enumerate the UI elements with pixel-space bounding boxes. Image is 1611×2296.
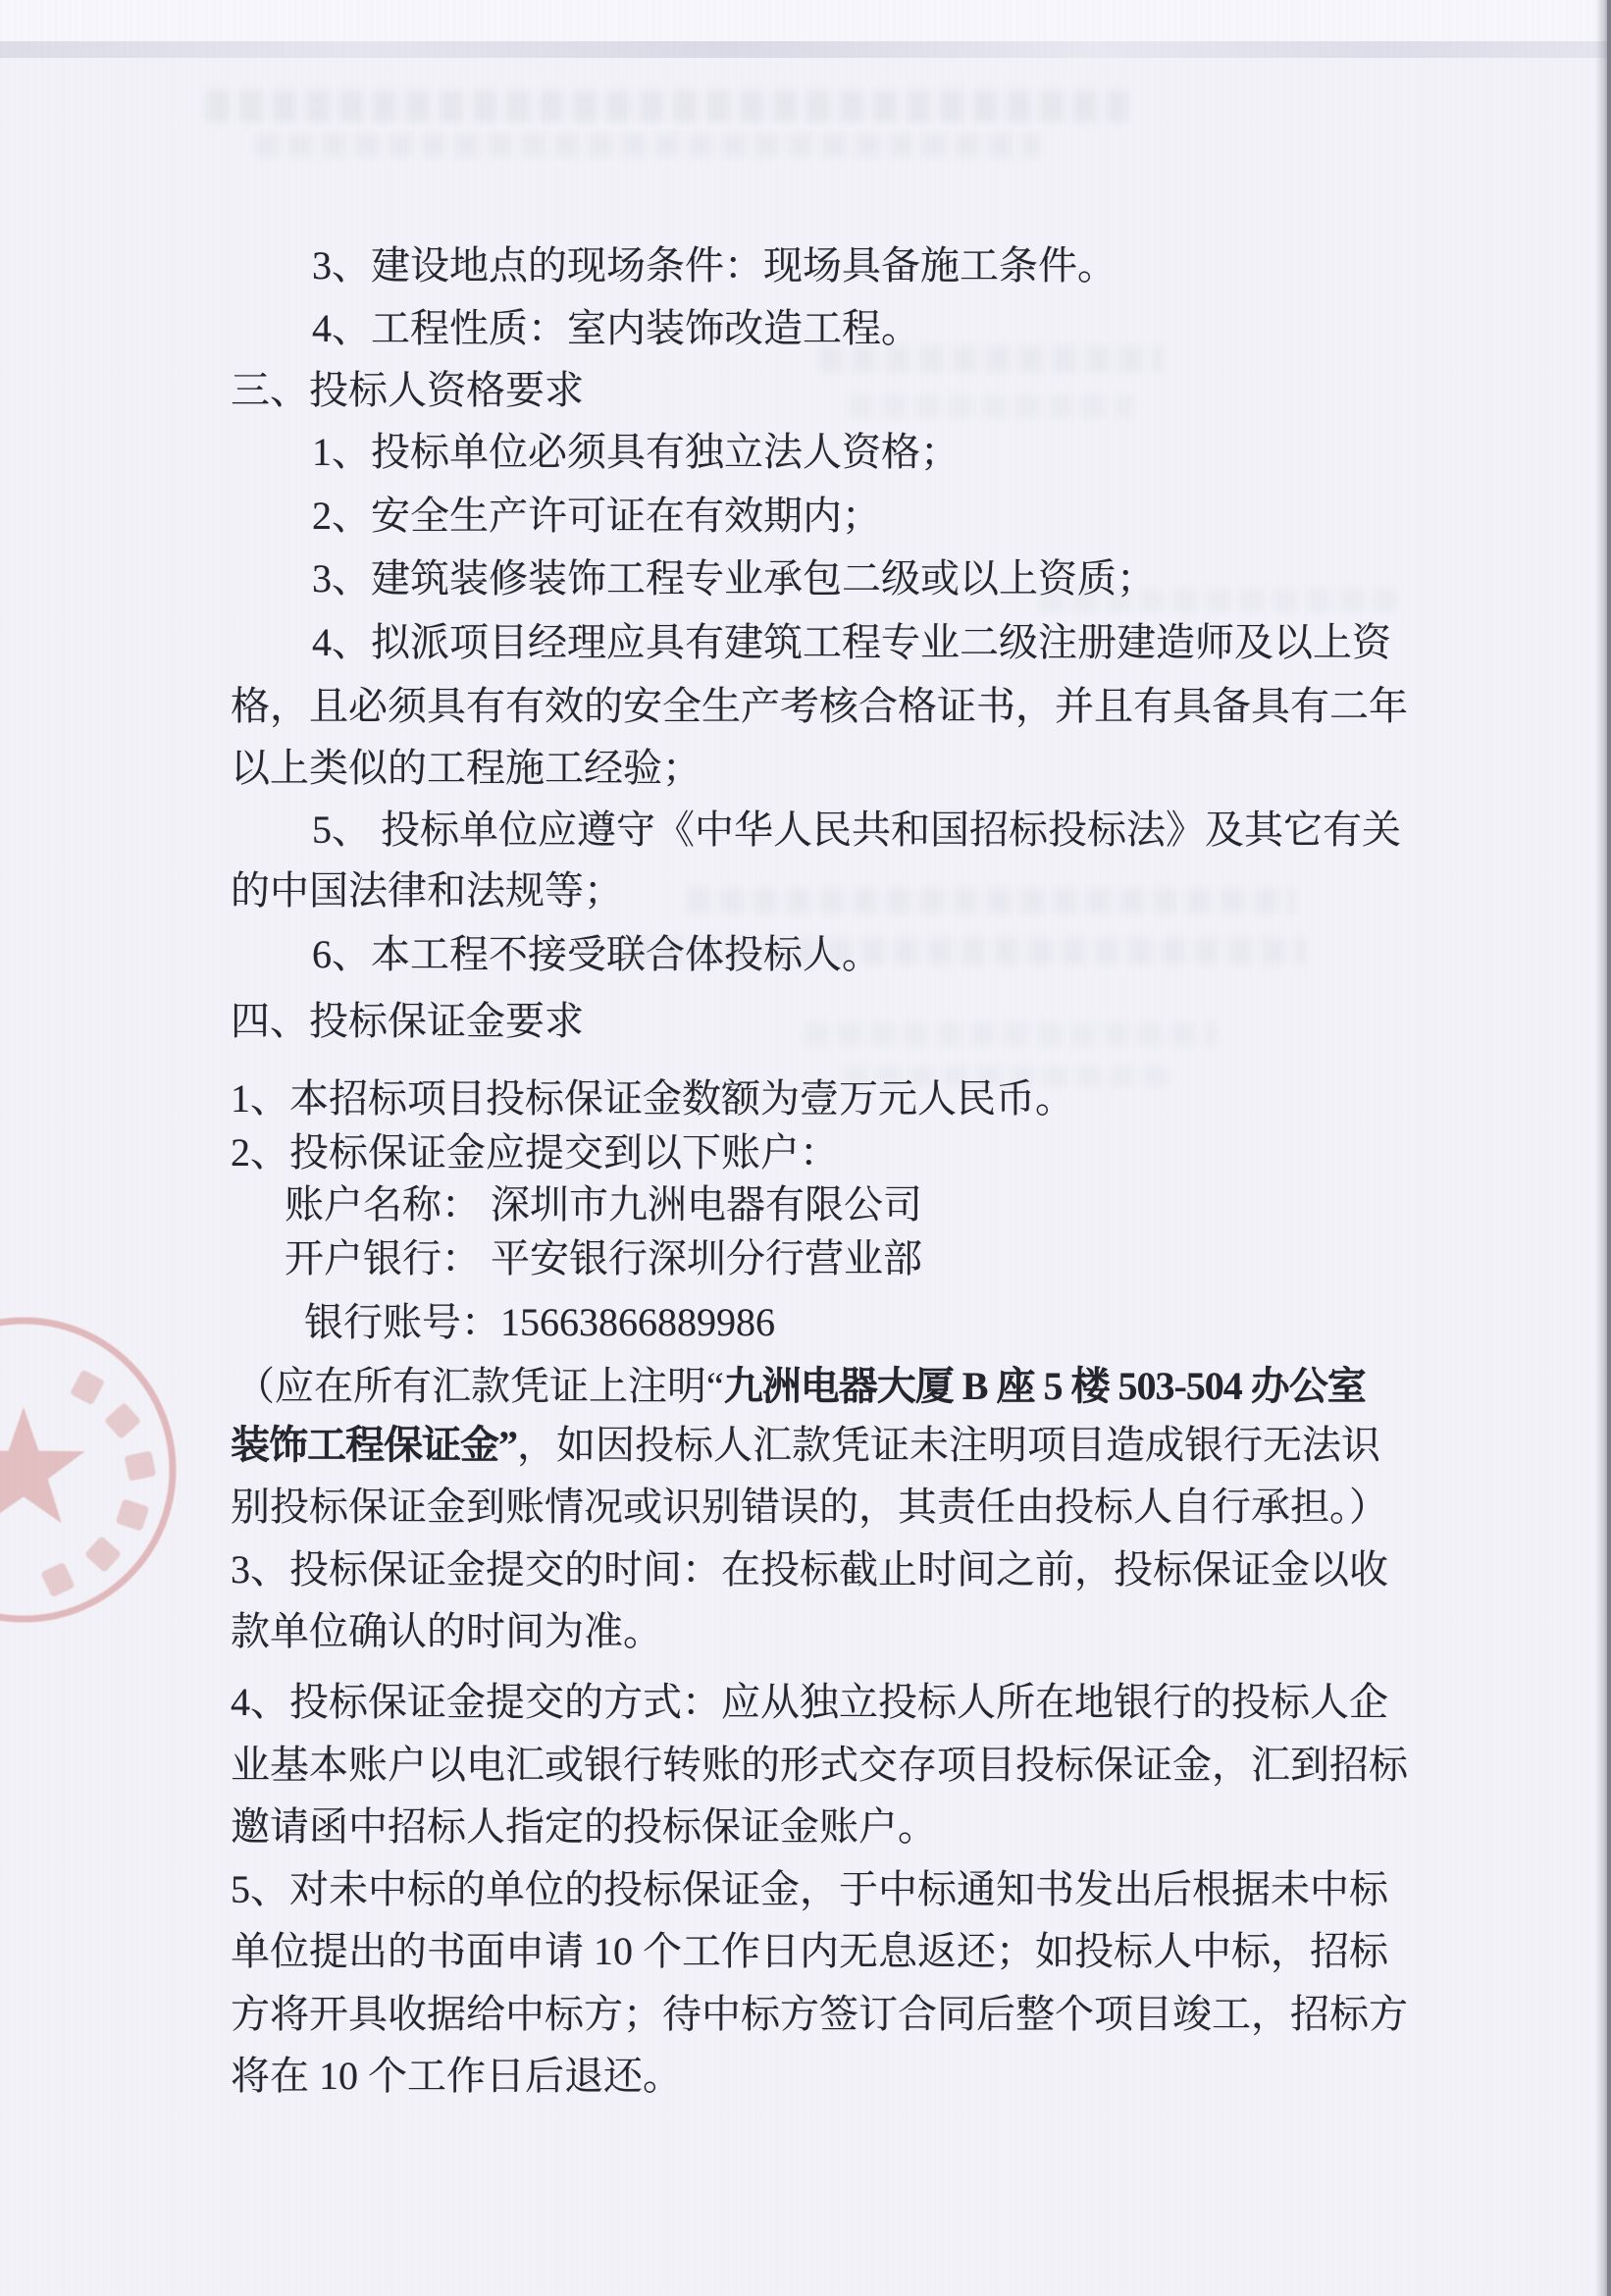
- doc-line-30: [231, 2054, 682, 2099]
- doc-line-segment: 的中国法律和法规等；: [231, 868, 623, 913]
- doc-line-1: [312, 243, 1117, 288]
- doc-line-segment: 3、建筑装修装饰工程专业承包二级或以上资质；: [312, 556, 1156, 600]
- page-edge-line: [1607, 0, 1611, 2296]
- doc-line-segment: 5、 投标单位应遵守《中华人民共和国招标投标法》及其它有关: [312, 808, 1401, 852]
- doc-line-segment: 2、安全生产许可证在有效期内；: [312, 494, 881, 538]
- doc-line-segment: 3、投标保证金提交的时间：在投标截止时间之前，投标保证金以收: [231, 1547, 1388, 1592]
- doc-line-bold-segment: 九洲电器大厦 B 座 5 楼 503-504 办公室: [723, 1364, 1366, 1408]
- doc-line-15: [231, 1130, 839, 1175]
- doc-line-18: [304, 1300, 775, 1345]
- doc-line-segment: ，如因投标人汇款凭证未注明项目造成银行无法识: [517, 1423, 1380, 1467]
- doc-line-20: [231, 1423, 1380, 1468]
- doc-line-29: [231, 1992, 1408, 2037]
- doc-line-segment: 6、本工程不接受联合体投标人。: [312, 932, 881, 976]
- doc-line-segment: 款单位确认的时间为准。: [231, 1609, 662, 1653]
- doc-line-segment: 银行账号：15663866889986: [304, 1300, 775, 1344]
- doc-line-segment: 1、投标单位必须具有独立法人资格；: [312, 430, 960, 474]
- doc-line-24: [231, 1680, 1388, 1725]
- doc-line-segment: 格，且必须具有有效的安全生产考核合格证书，并且有具备具有二年: [231, 684, 1408, 728]
- doc-line-21: [231, 1485, 1388, 1530]
- doc-line-26: [231, 1804, 937, 1850]
- doc-line-bold-segment: 装饰工程保证金”: [231, 1423, 517, 1467]
- doc-line-6: [312, 556, 1156, 601]
- doc-line-segment: 4、工程性质：室内装饰改造工程。: [312, 306, 920, 350]
- doc-line-segment: 以上类似的工程施工经验；: [231, 746, 702, 790]
- doc-line-14: [231, 1076, 1074, 1122]
- doc-line-segment: 5、对未中标的单位的投标保证金，于中标通知书发出后根据未中标: [231, 1867, 1388, 1911]
- doc-line-8: [231, 684, 1408, 729]
- doc-line-segment: 开户银行： 平安银行深圳分行营业部: [285, 1236, 922, 1280]
- doc-line-segment: 三、投标人资格要求: [231, 368, 584, 412]
- doc-line-12: [312, 932, 881, 977]
- doc-line-segment: （应在所有汇款凭证上注明“: [235, 1364, 724, 1408]
- doc-line-25: [231, 1743, 1408, 1788]
- doc-line-segment: 1、本招标项目投标保证金数额为壹万元人民币。: [231, 1076, 1074, 1121]
- doc-line-22: [231, 1547, 1388, 1592]
- doc-line-segment: 业基本账户以电汇或银行转账的形式交存项目投标保证金，汇到招标: [231, 1743, 1408, 1787]
- doc-line-7: [312, 620, 1391, 665]
- doc-line-5: [312, 494, 881, 539]
- doc-line-segment: 方将开具收据给中标方；待中标方签订合同后整个项目竣工，招标方: [231, 1992, 1408, 2036]
- doc-line-segment: 2、投标保证金应提交到以下账户：: [231, 1130, 839, 1174]
- doc-line-23: [231, 1609, 662, 1654]
- doc-line-10: [312, 808, 1401, 853]
- doc-line-segment: 将在 10 个工作日后退还。: [231, 2054, 682, 2098]
- doc-line-28: [231, 1929, 1388, 1974]
- doc-line-11: [231, 868, 623, 913]
- doc-line-13: [231, 999, 584, 1044]
- doc-line-9: [231, 746, 702, 791]
- doc-line-segment: 4、拟派项目经理应具有建筑工程专业二级注册建造师及以上资: [312, 620, 1391, 664]
- doc-line-17: [285, 1236, 922, 1281]
- doc-line-16: [285, 1182, 922, 1227]
- doc-line-19: [235, 1364, 1366, 1409]
- doc-line-segment: 单位提出的书面申请 10 个工作日内无息返还；如投标人中标，招标: [231, 1929, 1388, 1973]
- doc-line-27: [231, 1867, 1388, 1912]
- doc-line-3: [231, 368, 584, 413]
- doc-line-4: [312, 430, 960, 475]
- doc-line-segment: 四、投标保证金要求: [231, 999, 584, 1043]
- doc-line-segment: 邀请函中招标人指定的投标保证金账户。: [231, 1804, 937, 1849]
- doc-line-segment: 别投标保证金到账情况或识别错误的，其责任由投标人自行承担。）: [231, 1485, 1388, 1529]
- doc-line-segment: 3、建设地点的现场条件：现场具备施工条件。: [312, 243, 1117, 287]
- doc-line-2: [312, 306, 920, 351]
- doc-line-segment: 账户名称： 深圳市九洲电器有限公司: [285, 1182, 922, 1226]
- doc-line-segment: 4、投标保证金提交的方式：应从独立投标人所在地银行的投标人企: [231, 1680, 1388, 1724]
